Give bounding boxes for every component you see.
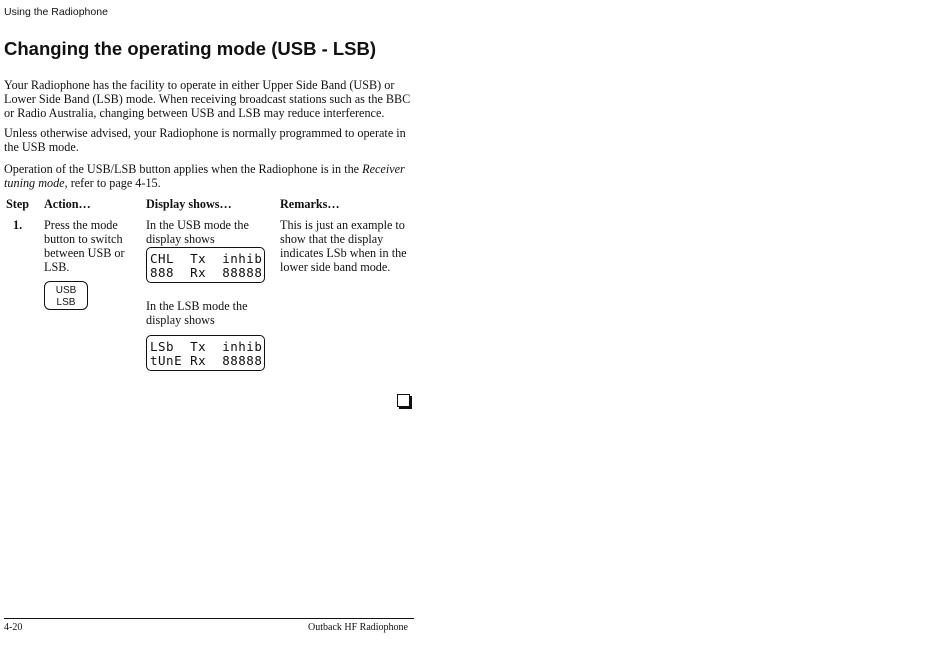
step-number: 1. bbox=[13, 218, 23, 232]
column-header-step: Step bbox=[6, 197, 30, 211]
paragraph-operation-suffix: , refer to page 4-15. bbox=[64, 176, 161, 190]
running-head: Using the Radiophone bbox=[4, 6, 108, 18]
paragraph-operation bbox=[4, 162, 414, 190]
column-header-action: Action… bbox=[44, 197, 91, 211]
column-header-display: Display shows… bbox=[146, 197, 232, 211]
usb-lsb-key-icon bbox=[44, 281, 88, 310]
paragraph-operation-emphasis: Receiver tuning mode bbox=[4, 162, 405, 190]
page-title: Changing the operating mode (USB - LSB) bbox=[4, 38, 377, 59]
lcd-usb-line-1: CHL Tx inhib bbox=[150, 251, 263, 266]
key-label-lsb: LSB bbox=[56, 296, 76, 308]
paragraph-intro: Your Radiophone has the facility to operate in either Upper Side Band (USB) or Lower Side Band (LSB) mode. When receiving broadcast stations such as the BBC or Radio Australia, changing between USB and LSB may reduce interference. bbox=[4, 78, 411, 120]
column-header-remarks: Remarks… bbox=[280, 197, 340, 211]
step-action: Press the mode button to switch between USB or LSB. bbox=[44, 218, 125, 274]
lcd-lsb-display bbox=[146, 335, 265, 371]
paragraph-operation-prefix: Operation of the USB/LSB button applies when the Radiophone is in the bbox=[4, 162, 363, 176]
lcd-lsb-line-1: LSb Tx inhib bbox=[150, 339, 263, 354]
lcd-usb-line-2: 888 Rx 88888 bbox=[150, 265, 263, 280]
key-label-usb: USB bbox=[55, 285, 77, 296]
lcd-lsb-line-2: tUnE Rx 88888 bbox=[150, 353, 263, 368]
lcd-usb-display bbox=[146, 247, 265, 283]
footer-page-number: 4-20 bbox=[4, 622, 23, 633]
footer-rule bbox=[4, 618, 414, 619]
display-usb-caption: In the USB mode the display shows bbox=[146, 218, 249, 246]
display-lsb-caption: In the LSB mode the display shows bbox=[146, 299, 248, 327]
step-remarks: This is just an example to show that the display indicates LSb when in the lower side band mode. bbox=[280, 218, 407, 274]
footer-document-title: Outback HF Radiophone bbox=[308, 622, 408, 633]
paragraph-default-mode: Unless otherwise advised, your Radiophone is normally programmed to operate in the USB mode. bbox=[4, 126, 406, 154]
end-of-section-box-icon bbox=[397, 394, 410, 407]
